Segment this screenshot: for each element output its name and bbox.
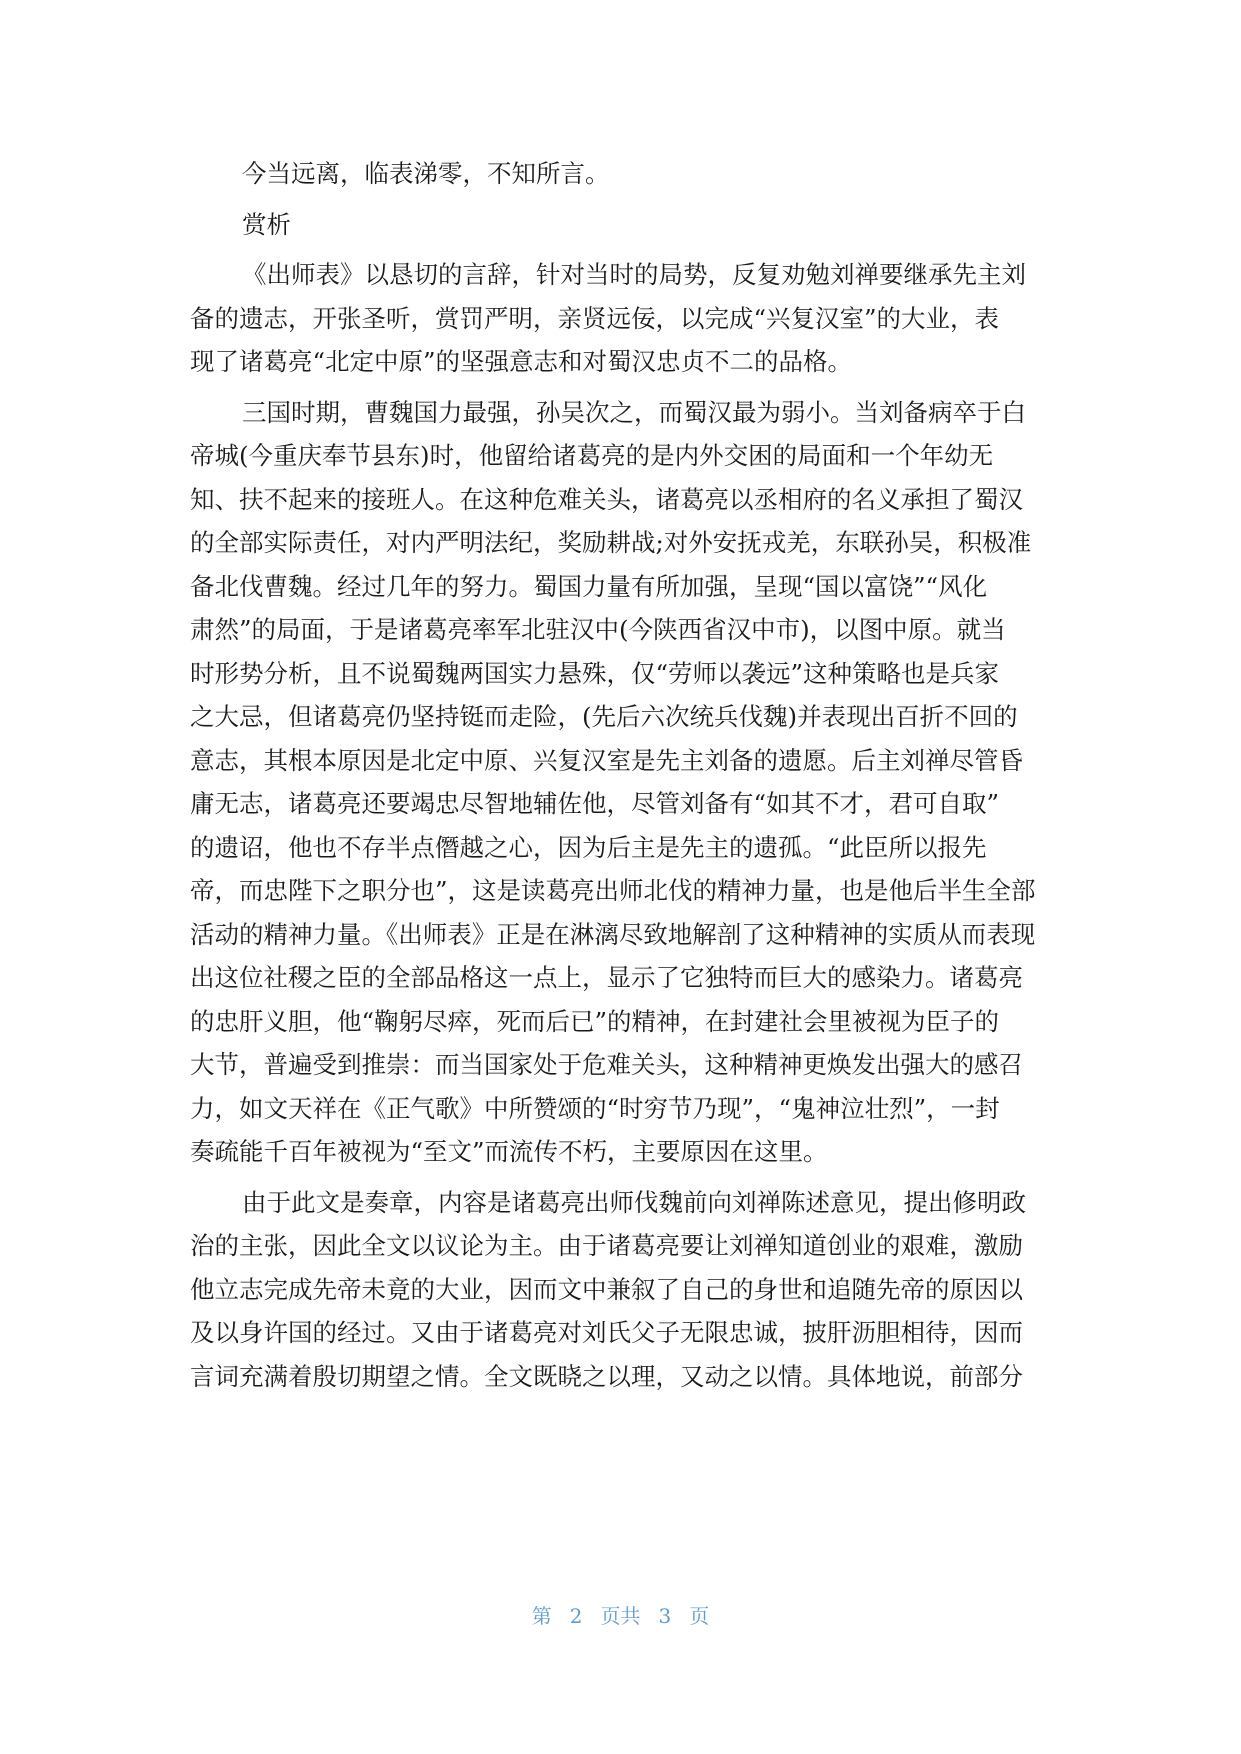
text-line: 言词充满着殷切期望之情。全文既晓之以理，又动之以情。具体地说，前部分 <box>190 1361 1023 1391</box>
text-line: 大节，普遍受到推崇：而当国家处于危难关头，这种精神更焕发出强大的感召 <box>190 1050 1023 1079</box>
text-line: 备北伐曹魏。经过几年的努力。蜀国力量有所加强，呈现“国以富饶”“风化 <box>190 571 988 601</box>
text-line: 由于此文是奏章，内容是诸葛亮出师伐魏前向刘禅陈述意见，提出修明政 <box>242 1187 1026 1217</box>
text-line: 他立志完成先帝未竟的大业，因而文中兼叙了自己的身世和追随先帝的原因以 <box>190 1274 1023 1304</box>
text-line: 的忠肝义胆，他“鞠躬尽瘁，死而后已”的精神，在封建社会里被视为臣子的 <box>190 1006 1000 1036</box>
text-line: 帝城(今重庆奉节县东)时，他留给诸葛亮的是内外交困的局面和一个年幼无 <box>190 441 994 470</box>
text-line: 今当远离，临表涕零，不知所言。 <box>242 159 610 188</box>
text-line: 庸无志，诸葛亮还要竭忠尽智地辅佐他，尽管刘备有“如其不才，君可自取” <box>190 789 1000 818</box>
paragraph <box>190 1181 1055 1399</box>
footer-prefix: 第 <box>531 1604 552 1628</box>
text-line: 及以身许国的经过。又由于诸葛亮对刘氏父子无限忠诚，披肝沥胆相待，因而 <box>190 1318 1023 1347</box>
footer-middle: 页共 <box>600 1604 641 1628</box>
text-line: 肃然”的局面，于是诸葛亮率军北驻汉中(今陕西省汉中市)，以图中原。就当 <box>190 615 1006 644</box>
document-body <box>190 152 1055 1398</box>
text-line: 的遗诏，他也不存半点僭越之心，因为后主是先主的遗孤。“此臣所以报先 <box>190 832 987 862</box>
text-line: 时形势分析，且不说蜀魏两国实力悬殊，仅“劳师以袭远”这种策略也是兵家 <box>190 658 1000 688</box>
text-line: 帝，而忠陛下之职分也”，这是读葛亮出师北伐的精神力量，也是他后半生全部 <box>190 876 1036 905</box>
section-heading <box>190 203 1055 247</box>
total-page-count: 3 <box>658 1604 672 1628</box>
paragraph <box>190 152 1055 196</box>
footer-suffix: 页 <box>689 1604 710 1628</box>
text-line: 活动的精神力量。《出师表》正是在淋漓尽致地解剖了这种精神的实质从而表现 <box>190 919 1036 949</box>
text-line: 出这位社稷之臣的全部品格这一点上，显示了它独特而巨大的感染力。诸葛亮 <box>190 963 1023 992</box>
current-page-number: 2 <box>569 1604 583 1628</box>
text-line: 《出师表》以恳切的言辞，针对当时的局势，反复劝勉刘禅要继承先主刘 <box>242 260 1026 289</box>
text-line: 知、扶不起来的接班人。在这种危难关头，诸葛亮以丞相府的名义承担了蜀汉 <box>190 484 1023 514</box>
text-line: 奏疏能千百年被视为“至文”而流传不朽，主要原因在这里。 <box>190 1137 828 1166</box>
text-line: 备的遗志，开张圣听，赏罚严明，亲贤远佞，以完成“兴复汉室”的大业，表 <box>190 303 1000 333</box>
text-line: 意志，其根本原因是北定中原、兴复汉室是先主刘备的遗愿。后主刘禅尽管昏 <box>190 745 1023 775</box>
page-footer <box>0 1600 1241 1629</box>
paragraph <box>190 391 1055 1174</box>
text-line: 现了诸葛亮“北定中原”的坚强意志和对蜀汉忠贞不二的品格。 <box>190 347 853 376</box>
paragraph <box>190 253 1055 384</box>
text-line: 之大忌，但诸葛亮仍坚持铤而走险，(先后六次统兵伐魏)并表现出百折不回的 <box>190 702 1018 731</box>
text-line: 赏析 <box>242 209 291 239</box>
text-line: 三国时期，曹魏国力最强，孙吴次之，而蜀汉最为弱小。当刘备病卒于白 <box>242 397 1026 427</box>
text-line: 力，如文天祥在《正气歌》中所赞颂的“时穷节乃现”，“鬼神泣壮烈”，一封 <box>190 1093 1000 1123</box>
text-line: 治的主张，因此全文以议论为主。由于诸葛亮要让刘禅知道创业的艰难，激励 <box>190 1231 1023 1260</box>
text-line: 的全部实际责任，对内严明法纪，奖励耕战;对外安抚戎羌，东联孙吴，积极准 <box>190 528 1032 557</box>
